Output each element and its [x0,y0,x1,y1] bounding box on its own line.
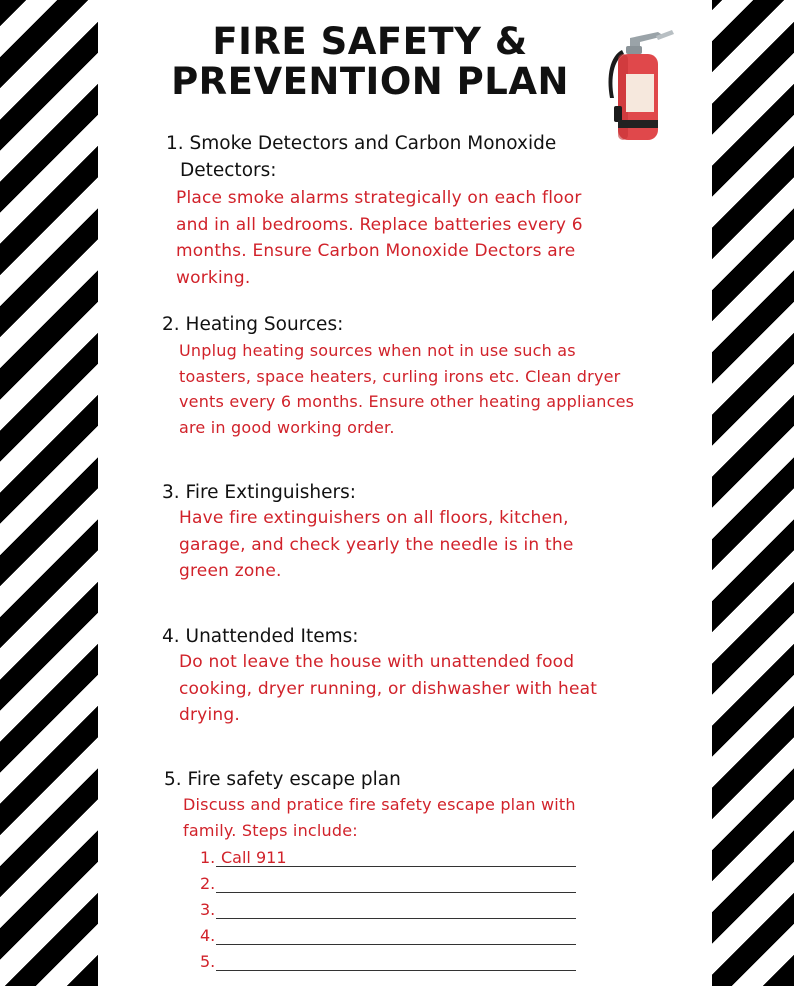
section-heading-cont: Detectors: [180,160,277,181]
section-body: Do not leave the house with unattended food cooking, dryer running, or dishwasher with heat drying. [179,652,598,725]
section-heading: 1. Smoke Detectors and Carbon Monoxide [166,133,557,154]
fill-in-line [216,970,576,971]
fill-in-line [216,918,576,919]
left-stripe-border [0,0,98,986]
page-title: FIRE SAFETY & PREVENTION PLAN [171,20,569,103]
list-item: 1. Call 911 [196,846,576,872]
section-unattended-items [162,623,597,729]
fill-in-line [216,866,576,867]
section-escape-plan [164,766,576,843]
section-fire-extinguishers [162,479,574,585]
section-heading: 4. Unattended Items: [162,626,359,647]
list-item: 4. [196,924,576,950]
section-heading: 5. Fire safety escape plan [164,769,401,790]
escape-steps-list [196,846,576,976]
fill-in-line [216,944,576,945]
section-smoke-detectors [166,130,583,291]
list-item: 3. [196,898,576,924]
list-item: 2. [196,872,576,898]
section-body: Discuss and pratice fire safety escape plan with family. Steps include: [183,795,576,840]
section-body: Have fire extinguishers on all floors, kitchen, garage, and check yearly the needle is in the green zone. [179,508,574,581]
section-heating-sources [162,311,634,440]
fire-extinguisher-icon [600,26,676,142]
fill-in-line [216,892,576,893]
section-body: Unplug heating sources when not in use such as toasters, space heaters, curling irons etc. Clean dryer vents every 6 months. Ensure other heating appliances are in good working order. [179,341,635,437]
section-body: Place smoke alarms strategically on each floor and in all bedrooms. Replace batteries every 6 months. Ensure Carbon Monoxide Dectors are working. [176,188,583,288]
right-stripe-border [712,0,794,986]
section-heading: 2. Heating Sources: [162,314,344,335]
section-heading: 3. Fire Extinguishers: [162,482,357,503]
list-item: 5. [196,950,576,976]
